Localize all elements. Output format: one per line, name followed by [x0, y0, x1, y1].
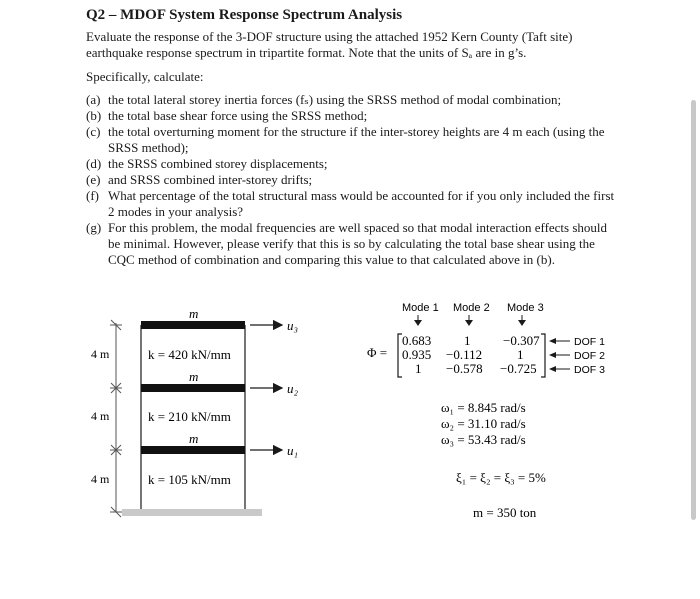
damping-ratio: ξ₁ = ξ₂ = ξ₃ = 5%	[456, 470, 546, 485]
item-text: What percentage of the total structural mass would be accounted for if you only included the first	[108, 188, 615, 203]
item-text: SRSS method);	[108, 140, 189, 155]
height-label-3: 4 m	[91, 347, 110, 361]
matrix-cell: −0.578	[446, 361, 483, 376]
dof-label-u2: u₂	[287, 381, 299, 396]
mode-header-3: Mode 3	[507, 302, 544, 314]
item-label: (f)	[86, 188, 99, 203]
mode-matrix	[402, 333, 540, 376]
dof-label-u3: u₃	[287, 318, 299, 333]
item-label: (g)	[86, 220, 102, 235]
frequency-3: ω₃ = 53.43 rad/s	[441, 432, 526, 447]
mass-value: m = 350 ton	[473, 505, 537, 520]
item-text: the total base shear force using the SRSS method;	[108, 108, 368, 123]
frequency-1: ω₁ = 8.845 rad/s	[441, 400, 526, 415]
item-label: (a)	[86, 92, 101, 107]
matrix-bracket-right	[541, 334, 545, 377]
frequency-2: ω₂ = 31.10 rad/s	[441, 416, 526, 431]
stiffness-label-1: k = 105 kN/mm	[148, 472, 231, 487]
height-label-2: 4 m	[91, 409, 110, 423]
matrix-cell: 1	[517, 347, 524, 362]
floor-slab-2	[141, 384, 245, 392]
item-text: CQC method of combination and comparing this value to that calculated above in (b).	[108, 252, 555, 267]
matrix-cell: −0.725	[500, 361, 537, 376]
mode-down-arrows	[414, 315, 526, 326]
item-text: the SRSS combined storey displacements;	[108, 156, 328, 171]
ground-base	[122, 509, 262, 516]
item-label: (b)	[86, 108, 102, 123]
specifically-heading: Specifically, calculate:	[86, 69, 204, 84]
dof-3-label: DOF 3	[574, 364, 605, 376]
matrix-cell: −0.112	[446, 347, 483, 362]
matrix-cell: −0.307	[503, 333, 540, 348]
stiffness-label-3: k = 420 kN/mm	[148, 347, 231, 362]
mass-label-2: m	[189, 369, 199, 384]
dof-1-label: DOF 1	[574, 336, 605, 348]
height-label-1: 4 m	[91, 472, 110, 486]
item-text: and SRSS combined inter-storey drifts;	[108, 172, 313, 187]
matrix-cell: 0.683	[402, 333, 432, 348]
mode-header-1: Mode 1	[402, 302, 439, 314]
item-text: the total lateral storey inertia forces (fₛ) using the SRSS method of modal combination;	[108, 92, 562, 107]
matrix-cell: 1	[415, 361, 422, 376]
page-title: Q2 – MDOF System Response Spectrum Analysis	[86, 7, 403, 23]
matrix-cell: 1	[464, 333, 471, 348]
mode-header-2: Mode 2	[453, 302, 490, 314]
item-text: be minimal. However, please verify that this is so by calculating the total base shear using the	[108, 236, 595, 251]
item-text: For this problem, the modal frequencies are well spaced so that modal interaction effects should	[108, 220, 608, 235]
item-label: (c)	[86, 124, 101, 139]
item-text: 2 modes in your analysis?	[108, 204, 244, 219]
item-label: (e)	[86, 172, 101, 187]
item-text: the total overturning moment for the structure if the inter-storey heights are 4 m each (using the	[108, 124, 605, 139]
intro-line-1: Evaluate the response of the 3-DOF structure using the attached 1952 Kern County (Taft site)	[86, 29, 573, 44]
dof-label-arrows	[549, 338, 570, 372]
mass-label-3: m	[189, 306, 199, 321]
stiffness-label-2: k = 210 kN/mm	[148, 409, 231, 424]
item-label: (d)	[86, 156, 102, 171]
intro-line-2: earthquake response spectrum in tripartite format. Note that the units of Sₐ are in g’s.	[86, 45, 527, 60]
matrix-cell: 0.935	[402, 347, 432, 362]
floor-slab-3	[141, 321, 245, 329]
mass-label-1: m	[189, 431, 199, 446]
floor-slab-1	[141, 446, 245, 454]
phi-symbol: Φ =	[367, 345, 388, 360]
dof-label-u1: u₁	[287, 443, 299, 458]
dof-2-label: DOF 2	[574, 350, 605, 362]
